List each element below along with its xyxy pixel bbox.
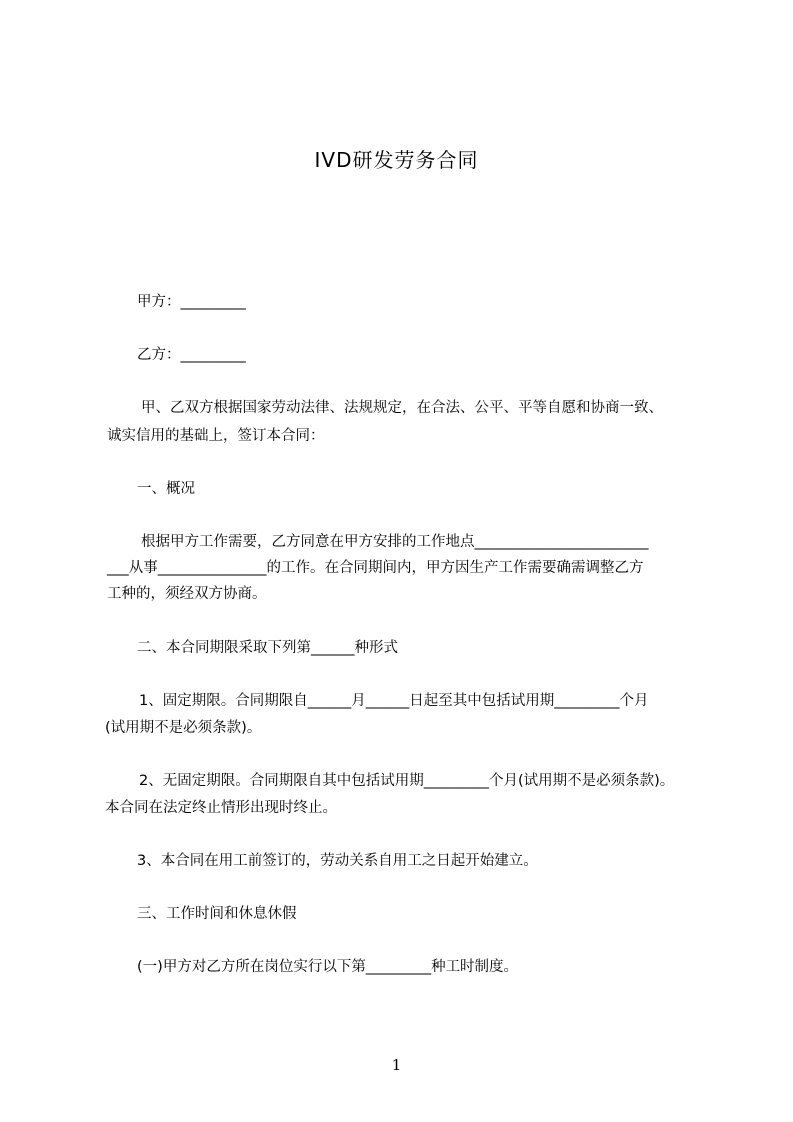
section-2-item-3: 3、本合同在用工前签订的，劳动关系自用工之日起开始建立。 (137, 853, 538, 869)
section-2-item-2-line-2: 本合同在法定终止情形出现时终止。 (105, 800, 337, 816)
page-number: 1 (391, 1056, 402, 1074)
section-1-paragraph-line-3: 工种的，须经双方协商。 (107, 586, 267, 602)
document-title: IVD研发劳务合同 (314, 148, 479, 172)
intro-paragraph-line-2: 诚实信用的基础上，签订本合同： (107, 428, 325, 444)
section-2-item-2-line-1: 2、无固定期限。合同期限自其中包括试用期_________个月(试用期不是必须条款)。 (139, 773, 675, 789)
section-2-item-1-line-1: 1、固定期限。合同期限自______月______日起至其中包括试用期_________个月 (139, 693, 649, 709)
section-1-paragraph-line-2: ___从事_______________的工作。在合同期间内，甲方因生产工作需要确需调整乙方 (107, 560, 644, 576)
section-1-paragraph-line-1: 根据甲方工作需要，乙方同意在甲方安排的工作地点________________________ (141, 534, 649, 550)
section-3-item-1: (一)甲方对乙方所在岗位实行以下第_________种工时制度。 (137, 959, 519, 975)
intro-paragraph-line-1: 甲、乙双方根据国家劳动法律、法规规定，在合法、公平、平等自愿和协商一致、 (141, 400, 663, 416)
section-1-heading: 一、概况 (137, 481, 195, 497)
party-a-line: 甲方：_________ (137, 294, 246, 310)
party-b-line: 乙方：_________ (137, 347, 246, 363)
section-3-heading: 三、工作时间和休息休假 (137, 906, 297, 922)
section-2-heading: 二、本合同期限采取下列第______种形式 (137, 640, 398, 656)
section-2-item-1-line-2: (试用期不是必须条款)。 (105, 720, 262, 736)
